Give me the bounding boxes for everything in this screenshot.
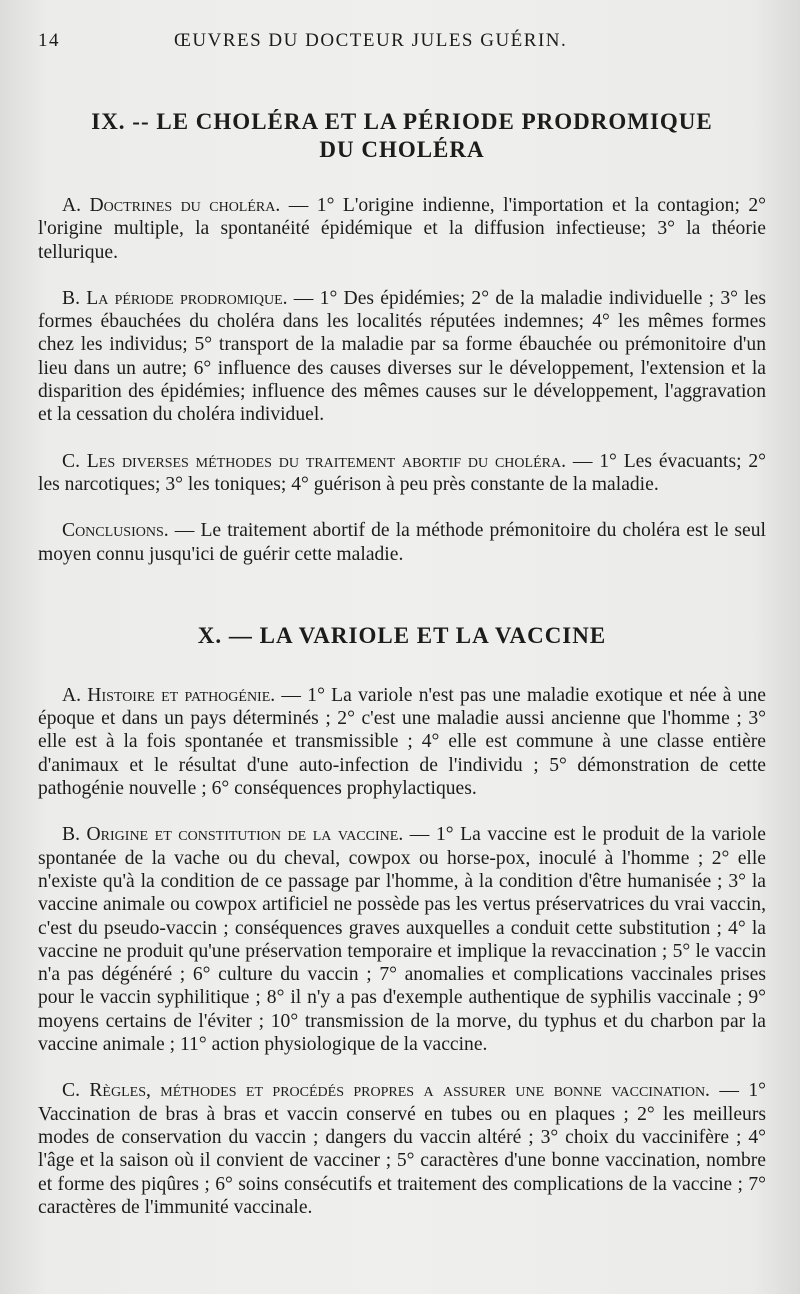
section-ix-title [38,108,766,164]
section-x-body [38,684,766,1219]
paragraph-text: — Le traitement abortif de la méthode prémonitoire du choléra est le seul moyen connu jusqu'ici de guérir cette maladie. [38,520,766,565]
section-ix-title-line1: IX. -- LE CHOLÉRA ET LA PÉRIODE PRODROMIQUE [91,109,713,134]
paragraph-text: — 1° Des épidémies; 2° de la maladie individuelle ; 3° les formes ébauchées du choléra dans les localités réputées indemnes; 4° les mêmes formes chez les individus; 5° transport de la maladie par sa forme ébauchée ou prémonitoire d'un lieu dans un autre; 6° influence des causes diverses sur le développement, l'extension et la disparition des épidémies; influence des mêmes causes sur le développement, l'aggravation et la cessation du choléra individuel. [38,287,766,426]
running-header [38,30,766,60]
paragraph-text: — 1° Vaccination de bras à bras et vaccin conservé en tubes ou en plaques ; 2° les meilleurs modes de conservation du vaccin ; dangers du vaccin altéré ; 3° choix du vaccinifère ; 4° l'âge et la saison où il convient de vacciner ; 5° caractères d'une bonne vaccination, nombre et forme des piqûres ; 6° soins consécutifs et traitement des complications de la vaccine ; 7° caractères de l'immunité vaccinale. [38,1080,766,1218]
section-x-title: X. — LA VARIOLE ET LA VACCINE [197,622,607,648]
paragraph-x-c [38,1079,766,1219]
paragraph-heading: C. Les diverses méthodes du traitement abortif du choléra. [62,450,566,472]
paragraph-ix-b [38,287,766,427]
paragraph-text: — 1° La variole n'est pas une maladie exotique et née à une époque et dans un pays déterminés ; 2° c'est une maladie aussi ancienne que l'homme ; 3° elle est à la fois spontanée et transmissible ; 4° elle est commune à une classe entière d'animaux et le résultat d'une auto-infection de l'individu ; 5° démonstration de cette pathogénie nouvelle ; 6° conséquences prophylactiques. [38,684,767,800]
paragraph-heading: Conclusions. [62,520,169,542]
running-title: ŒUVRES DU DOCTEUR JULES GUÉRIN. [174,30,568,51]
page-number: 14 [38,30,60,51]
paragraph-heading: A. Doctrines du choléra. [62,195,281,216]
paragraph-heading: B. La période prodromique. [62,287,288,309]
paragraph-ix-conclusions [38,519,766,566]
section-ix-body [38,194,766,566]
paragraph-x-b [38,823,766,1056]
section-ix-title-line2: DU CHOLÉRA [319,137,485,162]
paragraph-ix-c [38,450,766,497]
paragraph-heading: B. Origine et constitution de la vaccine. [62,824,404,846]
paragraph-text: — 1° La vaccine est le produit de la variole spontanée de la vache ou du cheval, cowpox ou horse-pox, inoculé à l'homme ; 2° elle n'existe qu'à la condition de ce passage par l'homme, à la condition d'être humanisée ; 3° la vaccine animale ou cowpox artificiel ne possède pas les vertus préservatrices du vrai vaccin, c'est du pseudo-vaccin ; conséquences graves auxquelles a conduit cette substitution ; 4° la vaccine ne produit qu'une préservation temporaire et implique la revaccination ; 5° le vaccin n'a pas dégénéré ; 6° culture du vaccin ; 7° anomalies et complications vaccinales prises pour le vaccin syphilitique ; 8° il n'y a pas d'exemple authentique de syphilis vaccinale ; 9° moyens certains de l'éviter ; 10° transmission de la morve, du typhus et du charbon par la vaccine animale ; 11° action physiologique de la vaccine. [38,824,766,1056]
paragraph-heading: C. Règles, méthodes et procédés propres a assurer une bonne vaccination. [62,1080,710,1102]
paragraph-ix-a [38,194,766,264]
paragraph-text: — 1° Les évacuants; 2° les narcotiques; 3° les toniques; 4° guérison à peu près constante de la maladie. [38,450,766,495]
paragraph-x-a [38,684,766,800]
paragraph-heading: A. Histoire et pathogénie. [62,684,276,706]
paragraph-text: — 1° L'origine indienne, l'importation et la contagion; 2° l'origine multiple, la spontanéité épidémique et la diffusion infectieuse; 3° la théorie tellurique. [38,195,767,263]
